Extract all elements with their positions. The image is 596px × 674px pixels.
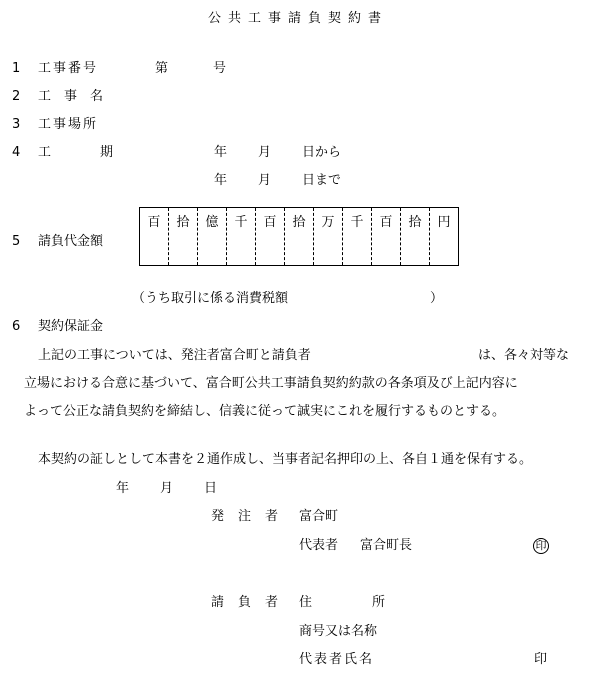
period-from-day: 日から <box>302 145 342 160</box>
period-label-second: 期 <box>100 145 114 160</box>
contract-deposit-label: 契約保証金 <box>38 319 104 334</box>
orderer-rep-label: 代表者 <box>299 538 339 553</box>
amount-unit-cell: 千 <box>227 208 256 266</box>
item-number-6: 6 <box>12 319 21 334</box>
item-number-2: 2 <box>12 89 21 104</box>
period-from-month: 月 <box>258 145 272 160</box>
contractor-company-label: 商号又は名称 <box>299 624 378 639</box>
tax-note-close: ） <box>430 291 444 306</box>
amount-unit-cell: 百 <box>147 215 161 230</box>
body-line-2: 立場における合意に基づいて、富合町公共工事請負契約約款の各条項及び上記内容に <box>24 376 518 391</box>
body-line-4: 本契約の証しとして本書を２通作成し、当事者記名押印の上、各自１通を保有する。 <box>38 452 533 467</box>
orderer-role-label: 発注者 <box>211 509 293 524</box>
orderer-name: 富合町 <box>299 509 339 524</box>
amount-unit-cell: 円 <box>430 208 459 266</box>
construction-name-label: 工 事 名 <box>38 89 104 104</box>
amount-unit-cell: 千 <box>343 208 372 266</box>
contractor-rep-label: 代表者氏名 <box>299 652 375 667</box>
construction-number-dai: 第 <box>155 61 169 76</box>
period-to-month: 月 <box>258 173 272 188</box>
contractor-address-label-2: 所 <box>372 595 386 610</box>
amount-unit-cell: 拾 <box>169 208 198 266</box>
body-line-1a: 上記の工事については、発注者富合町と請負者 <box>38 348 311 363</box>
amount-unit-cell: 百 <box>256 208 285 266</box>
contractor-address-label: 住 <box>299 595 313 610</box>
item-number-3: 3 <box>12 117 21 132</box>
period-from-year: 年 <box>214 145 228 160</box>
construction-site-label: 工事場所 <box>38 117 99 132</box>
document-title: 公共工事請負契約書 <box>207 11 388 26</box>
contractor-seal-mark: 印 <box>534 652 548 667</box>
contract-amount-label: 請負代金額 <box>38 234 104 249</box>
contractor-role-label: 請負者 <box>211 595 293 610</box>
period-to-year: 年 <box>214 173 228 188</box>
contract-date-month: 月 <box>160 481 174 496</box>
body-line-3: よって公正な請負契約を締結し、信義に従って誠実にこれを履行するものとする。 <box>24 404 506 419</box>
amount-unit-cell: 億 <box>198 208 227 266</box>
seal-circle-icon: 印 <box>533 538 549 554</box>
amount-unit-cell: 拾 <box>401 208 430 266</box>
contract-date-day: 日 <box>204 481 218 496</box>
contract-amount-table <box>139 207 459 266</box>
body-line-1b: は、各々対等な <box>478 348 570 363</box>
construction-number-label: 工事番号 <box>38 61 99 76</box>
item-number-4: 4 <box>12 145 21 160</box>
period-to-day: 日まで <box>302 173 342 188</box>
contract-date-year: 年 <box>116 481 130 496</box>
amount-unit-cell: 拾 <box>285 208 314 266</box>
amount-unit-cell: 百 <box>372 208 401 266</box>
period-label-first: 工 <box>38 145 52 160</box>
construction-number-go: 号 <box>213 61 227 76</box>
amount-unit-cell: 万 <box>314 208 343 266</box>
orderer-seal-mark <box>533 538 549 554</box>
tax-note: （うち取引に係る消費税額 <box>132 291 289 306</box>
orderer-rep-name: 富合町長 <box>360 538 413 553</box>
item-number-5: 5 <box>12 234 21 249</box>
item-number-1: 1 <box>12 61 21 76</box>
